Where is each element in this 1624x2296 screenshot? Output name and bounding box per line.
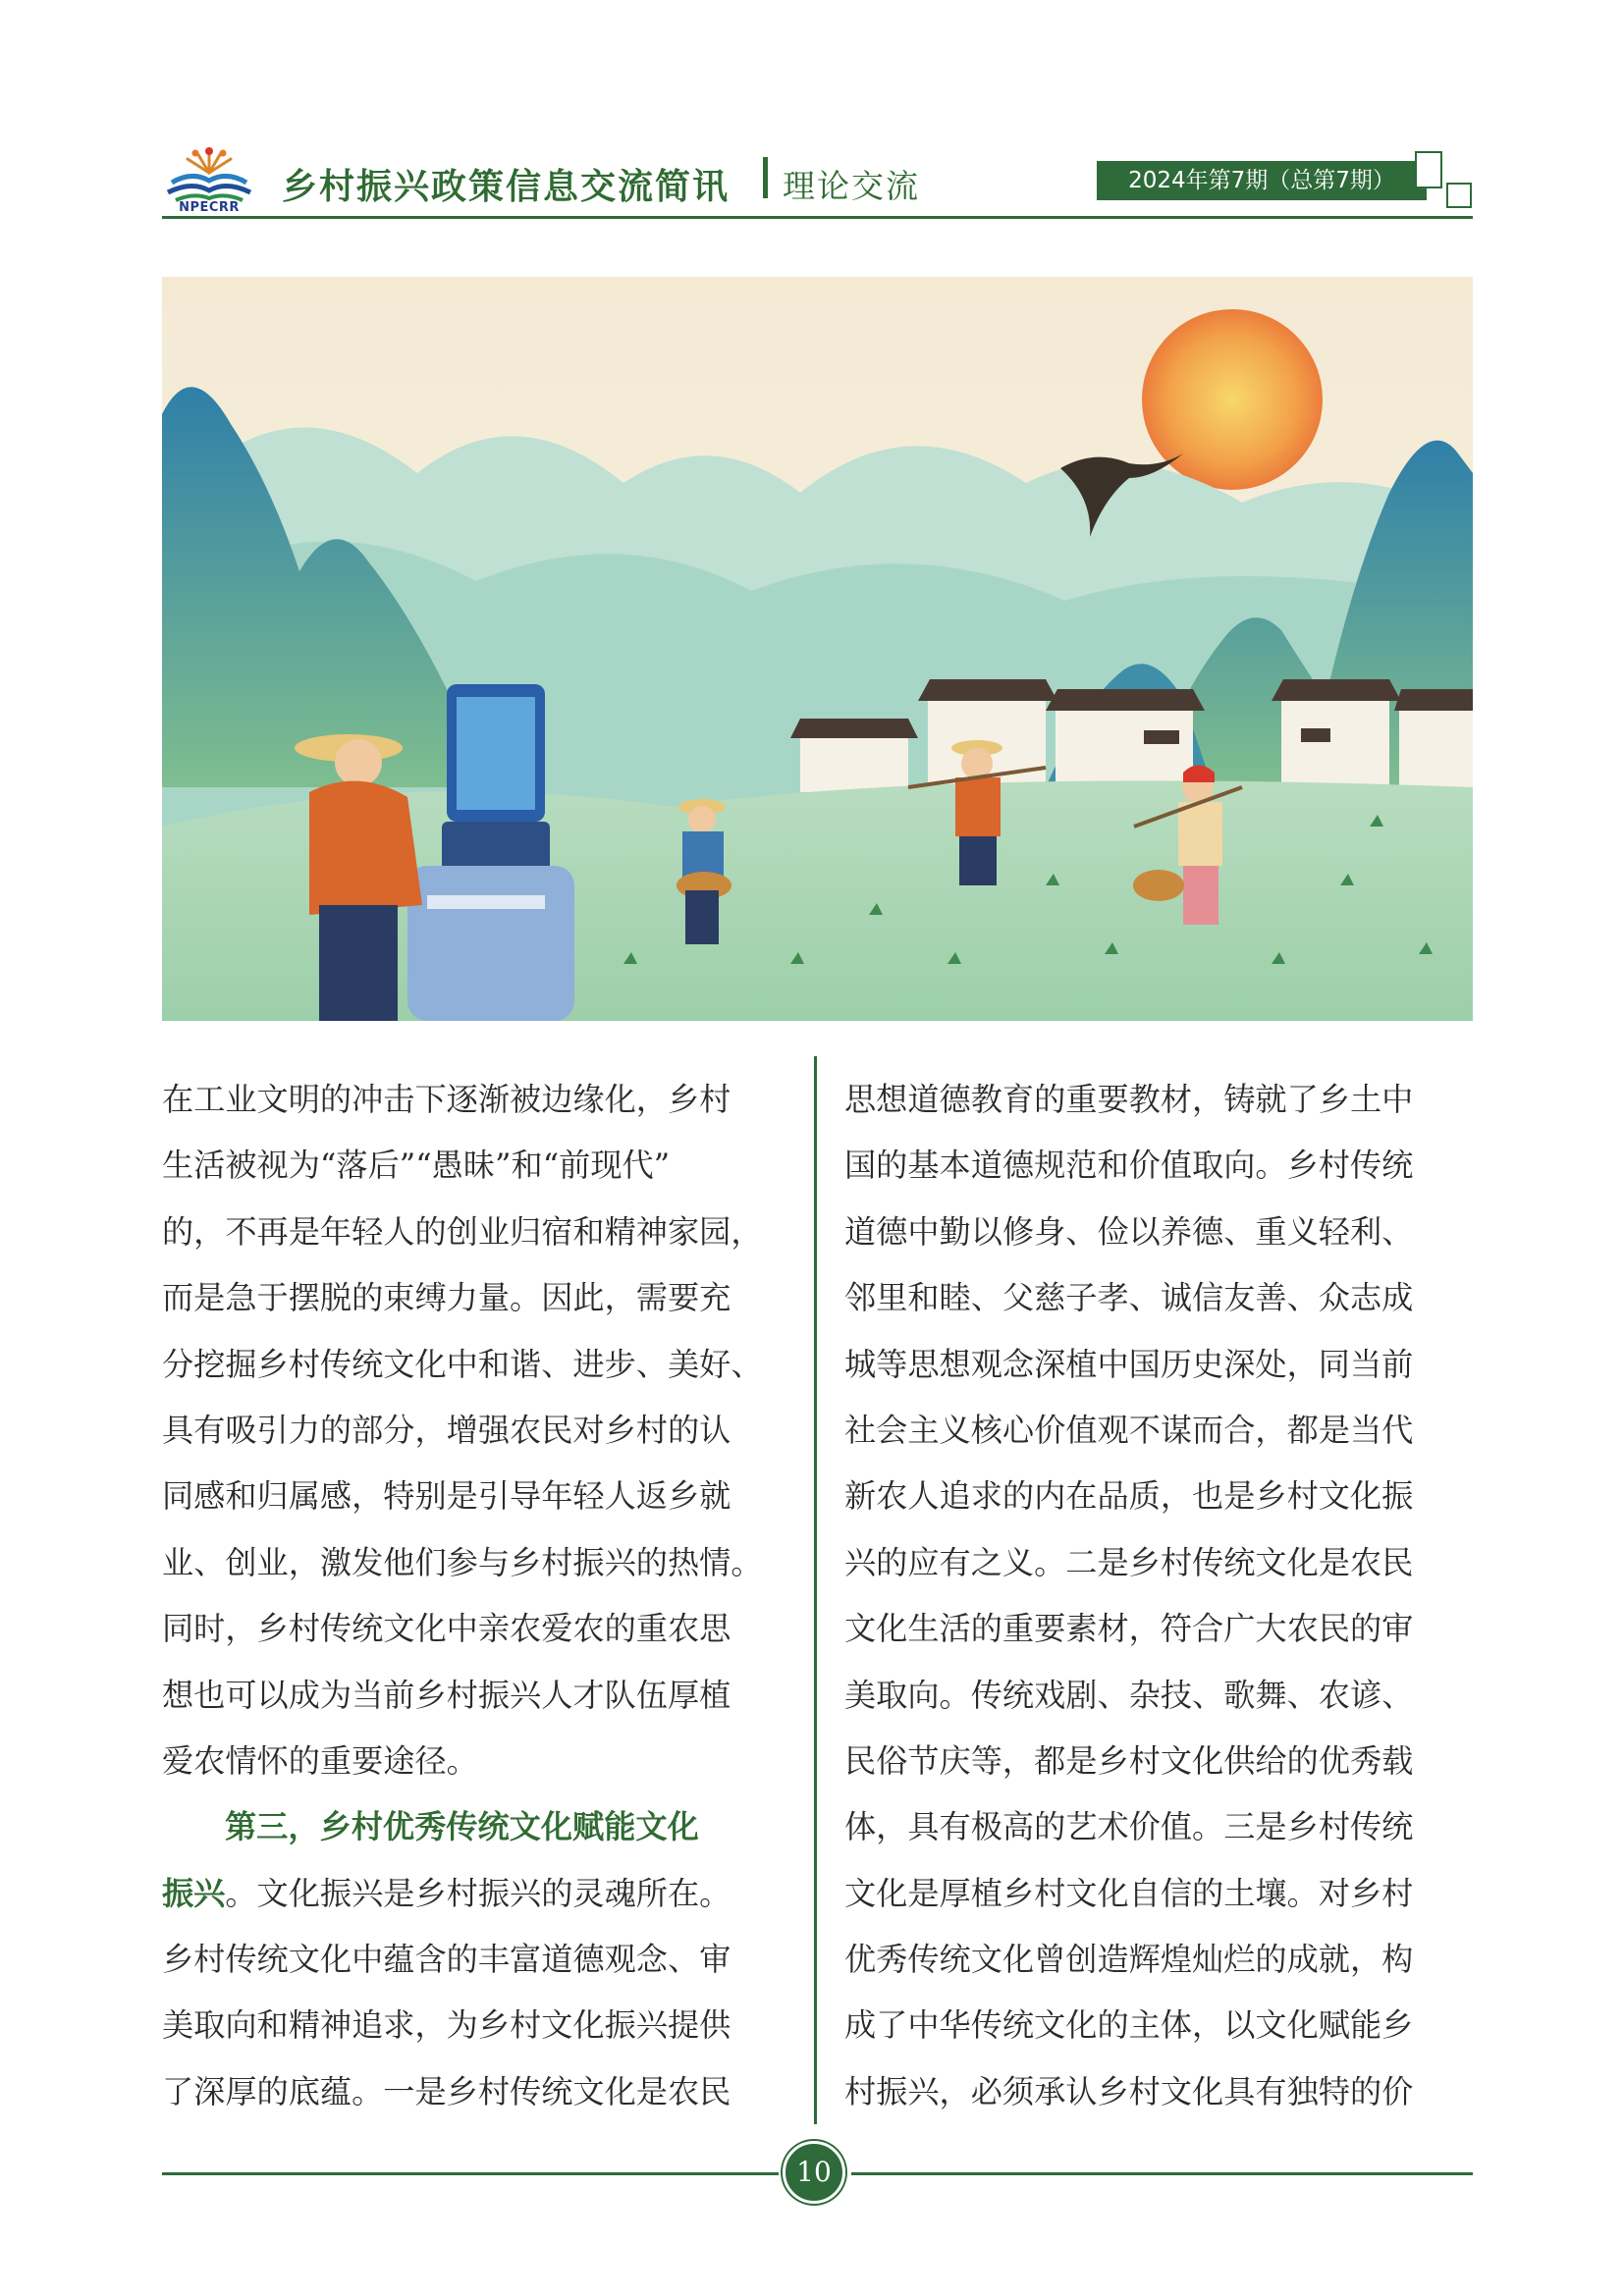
- text-line: 城等思想观念深植中国历史深处，同当前: [844, 1345, 1414, 1383]
- text-line: 而是急于摆脱的束缚力量。因此，需要充: [162, 1279, 731, 1317]
- text-line: [162, 1861, 783, 1927]
- page-number: 10: [783, 2141, 845, 2204]
- text-line: 同感和归属感，特别是引导年轻人返乡就: [162, 1477, 731, 1516]
- text-line: 想也可以成为当前乡村振兴人才队伍厚植: [162, 1676, 731, 1714]
- column-divider: [814, 1056, 817, 2124]
- text-line: 道德中勤以修身、俭以养德、重义轻利、: [844, 1212, 1414, 1251]
- logo-caption: NPECRR: [179, 200, 240, 215]
- publication-title: 乡村振兴政策信息交流简讯: [282, 167, 731, 207]
- header-rule: [162, 216, 1473, 219]
- text-line: 乡村传统文化中蕴含的丰富道德观念、审: [162, 1941, 731, 1979]
- issue-badge: 2024年第7期（总第7期）: [1097, 161, 1427, 200]
- text-line: 美取向和精神追求，为乡村文化振兴提供: [162, 2006, 731, 2045]
- text-line: 生活被视为“落后”“愚昧”和“前现代”: [162, 1147, 671, 1185]
- illustration-image: [162, 277, 1473, 1021]
- text-line: 文化生活的重要素材，符合广大农民的审: [844, 1610, 1414, 1648]
- text-line: 新农人追求的内在品质，也是乡村文化振: [844, 1477, 1414, 1516]
- text-line: 文化是厚植乡村文化自信的土壤。对乡村: [844, 1874, 1414, 1912]
- text-line: 美取向。传统戏剧、杂技、歌舞、农谚、: [844, 1676, 1414, 1714]
- text-line: 社会主义核心价值观不谋而合，都是当代: [844, 1411, 1414, 1449]
- text-line: 在工业文明的冲击下逐渐被边缘化，乡村: [162, 1081, 731, 1118]
- section-heading-end: 振兴: [162, 1874, 226, 1912]
- corner-decoration: [1446, 183, 1472, 208]
- left-column: [162, 1067, 783, 2125]
- page-header: [162, 137, 1473, 220]
- corner-decoration: [1415, 151, 1442, 188]
- text-line: 的，不再是年轻人的创业归宿和精神家园，: [162, 1212, 763, 1251]
- section-heading: 第三，乡村优秀传统文化赋能文化: [225, 1808, 699, 1846]
- text-line: 同时，乡村传统文化中亲农爱农的重农思: [162, 1610, 731, 1648]
- text-line: 民俗节庆等，都是乡村文化供给的优秀载: [844, 1741, 1414, 1780]
- text-line: 思想道德教育的重要教材，铸就了乡土中: [844, 1081, 1414, 1118]
- right-column: [844, 1067, 1465, 2125]
- text-line: 国的基本道德规范和价值取向。乡村传统: [844, 1147, 1414, 1185]
- village-illustration: [162, 277, 1473, 1021]
- text-line: 具有吸引力的部分，增强农民对乡村的认: [162, 1411, 731, 1449]
- footer-rule: [851, 2172, 1473, 2175]
- text-line: 体，具有极高的艺术价值。三是乡村传统: [844, 1808, 1414, 1846]
- text-line: 兴的应有之义。二是乡村传统文化是农民: [844, 1543, 1414, 1581]
- footer-rule: [162, 2172, 779, 2175]
- text-line: 分挖掘乡村传统文化中和谐、进步、美好、: [162, 1345, 763, 1383]
- text-line: 邻里和睦、父慈子孝、诚信友善、众志成: [844, 1279, 1414, 1317]
- text-run: 。文化振兴是乡村振兴的灵魂所在。: [225, 1874, 731, 1912]
- text-line: 业、创业，激发他们参与乡村振兴的热情。: [162, 1543, 763, 1581]
- text-line: 成了中华传统文化的主体，以文化赋能乡: [844, 2006, 1414, 2045]
- text-line: 了深厚的底蕴。一是乡村传统文化是农民: [162, 2072, 731, 2110]
- text-line: 村振兴，必须承认乡村文化具有独特的价: [844, 2072, 1414, 2110]
- title-separator: [763, 157, 768, 198]
- text-line: 爱农情怀的重要途径。: [162, 1741, 478, 1780]
- section-label: 理论交流: [783, 167, 920, 205]
- text-line: 优秀传统文化曾创造辉煌灿烂的成就，构: [844, 1941, 1414, 1979]
